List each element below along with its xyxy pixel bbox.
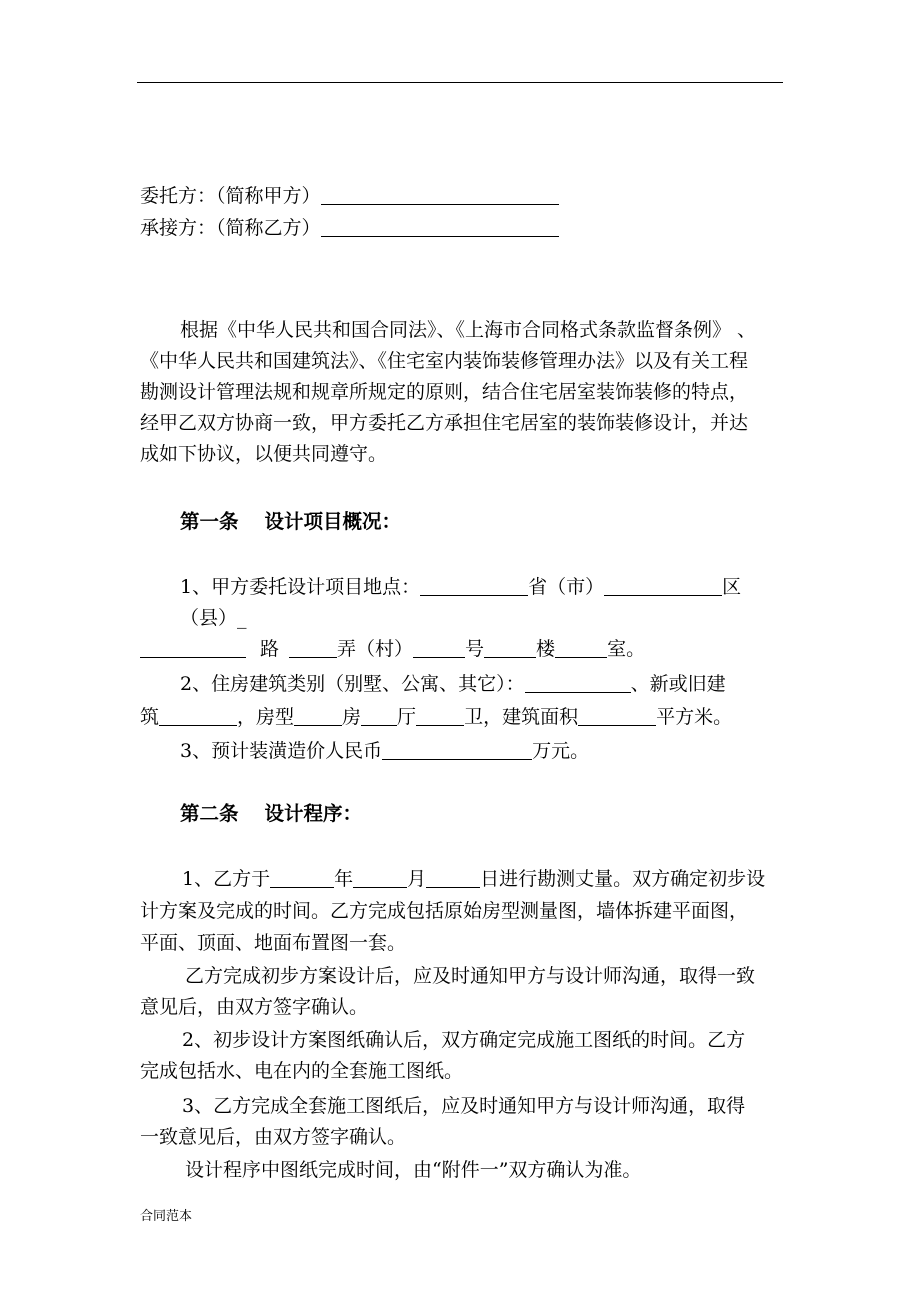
article2-p2-line2: 意见后，由双方签字确认。: [140, 996, 369, 1018]
article2-p1-line1: 1、乙方于 年 月 日进行勘测丈量。双方确定初步设: [182, 868, 766, 890]
article2-p4-line1: 3、乙方完成全套施工图纸后，应及时通知甲方与设计师沟通，取得: [182, 1095, 746, 1117]
article2-p3-line2: 完成包括水、电在内的全套施工图纸。: [140, 1060, 464, 1082]
article1-item3: 3、预计装潢造价人民币 万元。: [180, 740, 590, 762]
area-blank: [578, 705, 656, 726]
preamble-line-4: 经甲乙双方协商一致，甲方委托乙方承担住宅居室的装饰装修设计，并达: [140, 412, 749, 434]
preamble-line-3: 勘测设计管理法规和规章所规定的原则，结合住宅居室装饰装修的特点，: [140, 381, 749, 403]
building-blank: [484, 637, 536, 658]
article2-p1-line3: 平面、顶面、地面布置图一套。: [140, 932, 407, 954]
cost-blank: [382, 739, 532, 760]
article2-p1-line2: 计方案及完成的时间。乙方完成包括原始房型测量图，墙体拆建平面图，: [140, 900, 749, 922]
article2-p3-line1: 2、初步设计方案图纸确认后，双方确定完成施工图纸的时间。乙方: [182, 1029, 746, 1051]
article1-heading: [180, 510, 401, 534]
article2-p2-line1: 乙方完成初步方案设计后，应及时通知甲方与设计师沟通，取得一致: [185, 965, 756, 987]
lane-blank: [289, 637, 337, 658]
page-footer: 合同范本: [140, 1209, 193, 1224]
article1-item1-line2: （县）_: [180, 607, 247, 629]
preamble-line-5: 成如下协议，以便共同遵守。: [140, 443, 388, 465]
contractor-blank: [321, 216, 559, 237]
province-blank: [420, 575, 528, 596]
baths-blank: [416, 705, 464, 726]
year-blank: [270, 867, 334, 888]
building-type-blank: [525, 672, 631, 693]
day-blank: [426, 867, 480, 888]
article1-item1-line1: 1、甲方委托设计项目地点： 省（市） 区: [180, 576, 742, 598]
article1-item2-line2: 筑 ，房型 房 厅 卫，建筑面积 平方米。: [140, 706, 733, 728]
contractor-label: 承接方：（简称乙方）: [140, 217, 321, 239]
client-line: [140, 184, 559, 208]
article2-p5-line1: 设计程序中图纸完成时间，由“附件一”双方确认为准。: [185, 1159, 642, 1181]
new-old-blank: [159, 705, 237, 726]
article2-p4-line2: 一致意见后，由双方签字确认。: [140, 1126, 407, 1148]
preamble-line-1: 根据《中华人民共和国合同法》、《上海市合同格式条款监督条例》 、: [180, 319, 757, 341]
contractor-line: [140, 216, 559, 240]
article1-item2-line1: 2、住房建筑类别（别墅、公寓、其它）： 、新或旧建: [180, 673, 726, 695]
road-blank: [140, 637, 246, 658]
article1-title: 设计项目概况：: [264, 510, 402, 533]
article2-title: 设计程序：: [264, 802, 363, 825]
room-blank: [555, 637, 607, 658]
article2-number: 第二条: [180, 802, 239, 825]
month-blank: [353, 867, 407, 888]
halls-blank: [361, 705, 397, 726]
article1-item1-line3: 路 弄（村） 号 楼 室。: [140, 637, 645, 661]
article2-heading: [180, 802, 362, 826]
article1-number: 第一条: [180, 510, 239, 533]
preamble-line-2: 《中华人民共和国建筑法》、《住宅室内装饰装修管理办法》以及有关工程: [140, 350, 749, 372]
district-blank: [604, 575, 722, 596]
client-label: 委托方：（简称甲方）: [140, 185, 321, 207]
rooms-blank: [294, 705, 342, 726]
client-blank: [321, 184, 559, 205]
number-blank: [413, 637, 465, 658]
header-rule: [137, 82, 783, 83]
